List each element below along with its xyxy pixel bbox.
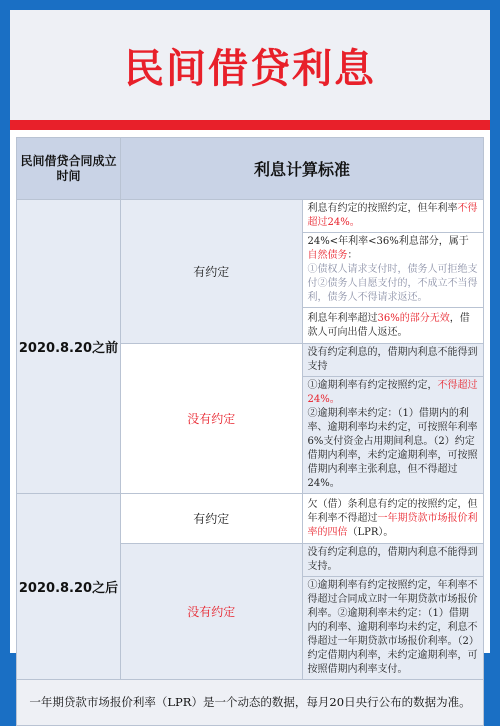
interest-table <box>16 137 484 726</box>
rule-text: 利息有约定的按照约定，但年利率 <box>307 203 458 214</box>
rule-cell <box>302 494 484 544</box>
title-divider <box>10 120 490 130</box>
rule-text: （LPR）。 <box>347 526 394 538</box>
condition-agreed: 有约定 <box>121 200 303 344</box>
page-title: 民间借贷利息 <box>124 45 376 92</box>
rule-text: ： <box>347 250 358 261</box>
rule-cell <box>302 200 484 233</box>
condition-agreed: 有约定 <box>121 494 303 544</box>
rule-highlight: 36%的部分无效 <box>377 312 450 324</box>
rule-cell <box>302 233 484 308</box>
condition-not-agreed: 没有约定 <box>121 344 303 494</box>
rule-cell: 没有约定利息的，借期内利息不能得到支持。 <box>302 544 484 577</box>
rule-text: ②逾期利率未约定：（1）借期内的利率、逾期利率均未约定，可按照年利率6%支付资金占用期间利息。（2）约定借期内利率，未约定逾期利率，可按照借期内利率主张利息，但不得超过24%。 <box>307 408 478 489</box>
table-row <box>17 200 484 233</box>
infographic-card <box>10 10 490 709</box>
header-interest-standard: 利息计算标准 <box>121 138 484 200</box>
rule-text: 24%<年利率<36%利息部分，属于 <box>307 236 469 247</box>
rule-highlight: 自然债务 <box>307 250 348 261</box>
condition-not-agreed: 没有约定 <box>121 544 303 680</box>
rule-highlight: 不得超过24%。 <box>307 380 478 405</box>
table-header-row <box>17 138 484 200</box>
rule-cell: ①逾期利率有约定按照约定，年利率不得超过合同成立时一年期贷款市场报价利率。②逾期利率未约定：（1）借期内的利率、逾期利率均未约定，利息不得超过一年期贷款市场报价利率。（2）约定借期内利率，未约定逾期利率，可按照借期内利率支付。 <box>302 577 484 680</box>
rule-cell: 没有约定利息的，借期内利息不能得到支持 <box>302 344 484 377</box>
footer-row <box>17 680 484 726</box>
period-after-label: 2020.8.20之后 <box>17 494 121 680</box>
rule-cell <box>302 308 484 344</box>
rule-text: ，借款人可向出借人返还。 <box>307 312 470 338</box>
rule-highlight: 不得超过24%。 <box>307 203 478 228</box>
rule-text: ①逾期利率有约定按照约定， <box>307 380 438 391</box>
rule-note: ①债权人请求支付时，债务人可拒绝支付②债务人自愿支付的，不成立不当得利，债务人不得请求返还。 <box>307 264 478 303</box>
rule-text: 利息年利率超过 <box>307 312 378 324</box>
table-row <box>17 494 484 544</box>
footer-note: 一年期贷款市场报价利率（LPR）是一个动态的数据，每月20日央行公布的数据为准。 <box>17 680 484 726</box>
rule-text: 欠（借）条利息有约定的按照约定，但年利率不得超过 <box>307 498 478 524</box>
title-bar <box>10 10 490 120</box>
rule-highlight: 一年期贷款市场报价利率的四倍 <box>307 512 478 538</box>
period-before-label: 2020.8.20之前 <box>17 200 121 494</box>
header-contract-time: 民间借贷合同成立时间 <box>17 138 121 200</box>
rule-cell <box>302 377 484 494</box>
